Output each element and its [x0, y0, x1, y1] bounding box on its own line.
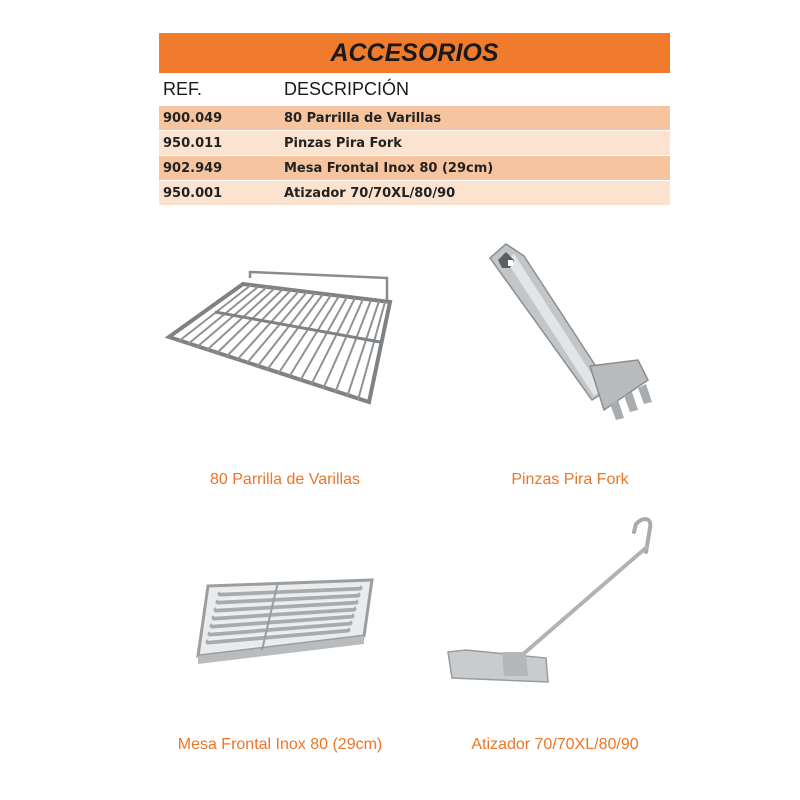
row-description: Pinzas Pira Fork [284, 135, 402, 151]
row-ref: 902.949 [163, 160, 223, 176]
product-caption: Pinzas Pira Fork [511, 471, 629, 488]
front-table-image [190, 572, 380, 678]
table-header [159, 73, 670, 105]
table-row [159, 130, 670, 155]
row-ref: 900.049 [163, 110, 223, 126]
column-header-description: DESCRIPCIÓN [284, 78, 410, 99]
product-caption: 80 Parrilla de Varillas [210, 471, 360, 488]
table-row [159, 180, 670, 205]
row-ref: 950.011 [163, 135, 223, 151]
row-description: Mesa Frontal Inox 80 (29cm) [284, 160, 494, 176]
table-row [159, 155, 670, 180]
product-caption: Mesa Frontal Inox 80 (29cm) [177, 736, 383, 753]
accessories-table [159, 33, 670, 205]
column-header-ref: REF. [163, 78, 203, 99]
row-description: 80 Parrilla de Varillas [284, 110, 442, 126]
product-caption: Atizador 70/70XL/80/90 [471, 736, 639, 753]
tongs-image [480, 240, 670, 420]
grill-grate-image [155, 262, 405, 412]
row-description: Atizador 70/70XL/80/90 [284, 185, 456, 201]
poker-image [430, 512, 670, 692]
row-ref: 950.001 [163, 185, 223, 201]
table-row [159, 105, 670, 130]
table-title: ACCESORIOS [159, 33, 670, 73]
